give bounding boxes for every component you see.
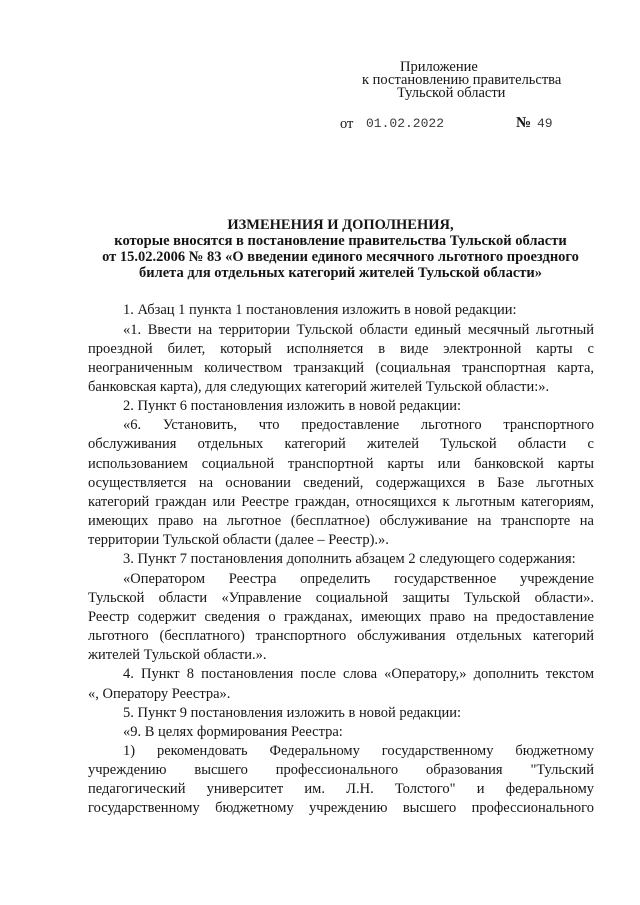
paragraph-line: «1. Ввести на территории Тульской области единый месячный льготный (123, 321, 594, 338)
paragraph (88, 704, 594, 723)
paragraph-line: учреждению высшего профессионального образования "Тульский (88, 762, 594, 779)
paragraph (88, 301, 594, 320)
paragraph-line: обслуживания отдельных категорий жителей Тульской области с (88, 436, 594, 453)
paragraph-line: педагогический университет им. Л.Н. Толстого" и федеральному (88, 781, 594, 798)
paragraph-line: 1. Абзац 1 пункта 1 постановления изложить в новой редакции: (123, 302, 517, 319)
paragraph-line: имеющих право на льготное (бесплатное) обслуживание на транспорте на (88, 513, 594, 530)
document-title (88, 217, 593, 281)
title-line: которые вносятся в постановление правительства Тульской области (114, 233, 567, 249)
paragraph-line: использованием социальной транспортной карты или банковской карты (88, 455, 594, 472)
paragraph (88, 550, 594, 569)
paragraph (88, 723, 594, 742)
paragraph-line: 5. Пункт 9 постановления изложить в новой редакции: (123, 704, 462, 721)
number-prefix: № (516, 115, 532, 131)
paragraph-line: 1) рекомендовать Федеральному государственному бюджетному (123, 742, 594, 759)
paragraph (88, 665, 594, 703)
paragraph-line: «Оператором Реестра определить государственное учреждение (123, 570, 594, 587)
paragraph-line: проездной билет, который исполняется в виде электронной карты с (88, 340, 594, 357)
appendix-region: Тульской области (397, 85, 506, 101)
date-prefix: от (340, 116, 354, 132)
paragraph-line: Тульской области «Управление социальной защиты Тульской области». (88, 589, 594, 606)
paragraph-line: Реестр содержит сведения о гражданах, имеющих право на предоставление (88, 608, 594, 625)
title-line: билета для отдельных категорий жителей Тульской области» (139, 265, 542, 281)
title-line: от 15.02.2006 № 83 «О введении единого месячного льготного проездного (102, 249, 579, 265)
paragraph-line: неограниченным количеством транзакций (социальная транспортная карта, (88, 359, 594, 376)
paragraph-line: льготного (бесплатного) транспортного обслуживания отдельных категорий (88, 628, 594, 645)
document-date: 01.02.2022 (366, 116, 445, 131)
paragraph (88, 397, 594, 416)
paragraph (88, 742, 594, 819)
appendix-reference: к постановлению правительства (362, 72, 562, 88)
paragraph (88, 570, 594, 666)
paragraph-line: «6. Установить, что предоставление льготного транспортного (123, 417, 594, 434)
paragraph-line: «9. В целях формирования Реестра: (123, 723, 343, 740)
paragraph-line: осуществляется на основании сведений, содержащихся в Базе льготных (88, 474, 594, 491)
paragraph-line: территории Тульской области (далее – Реестр).». (88, 532, 389, 549)
paragraph-line: государственному бюджетному учреждению высшего профессионального (88, 800, 594, 817)
paragraph-line: 4. Пункт 8 постановления после слова «Оператору,» дополнить текстом (123, 666, 594, 683)
document-body (88, 301, 594, 818)
paragraph (88, 321, 594, 398)
paragraph-line: категорий граждан или Реестре граждан, относящихся к льготным категориям, (88, 493, 594, 510)
paragraph-line: 3. Пункт 7 постановления дополнить абзацем 2 следующего содержания: (123, 551, 576, 568)
paragraph-line: банковская карта), для следующих категорий жителей Тульской области:». (88, 379, 550, 396)
paragraph-line: жителей Тульской области.». (88, 647, 267, 664)
title-heading: ИЗМЕНЕНИЯ И ДОПОЛНЕНИЯ, (227, 217, 454, 233)
appendix-label: Приложение (400, 59, 478, 75)
paragraph (88, 416, 594, 550)
paragraph-line: 2. Пункт 6 постановления изложить в новой редакции: (123, 398, 462, 415)
paragraph-line: «, Оператору Реестра». (88, 685, 231, 702)
document-number: 49 (537, 116, 553, 131)
